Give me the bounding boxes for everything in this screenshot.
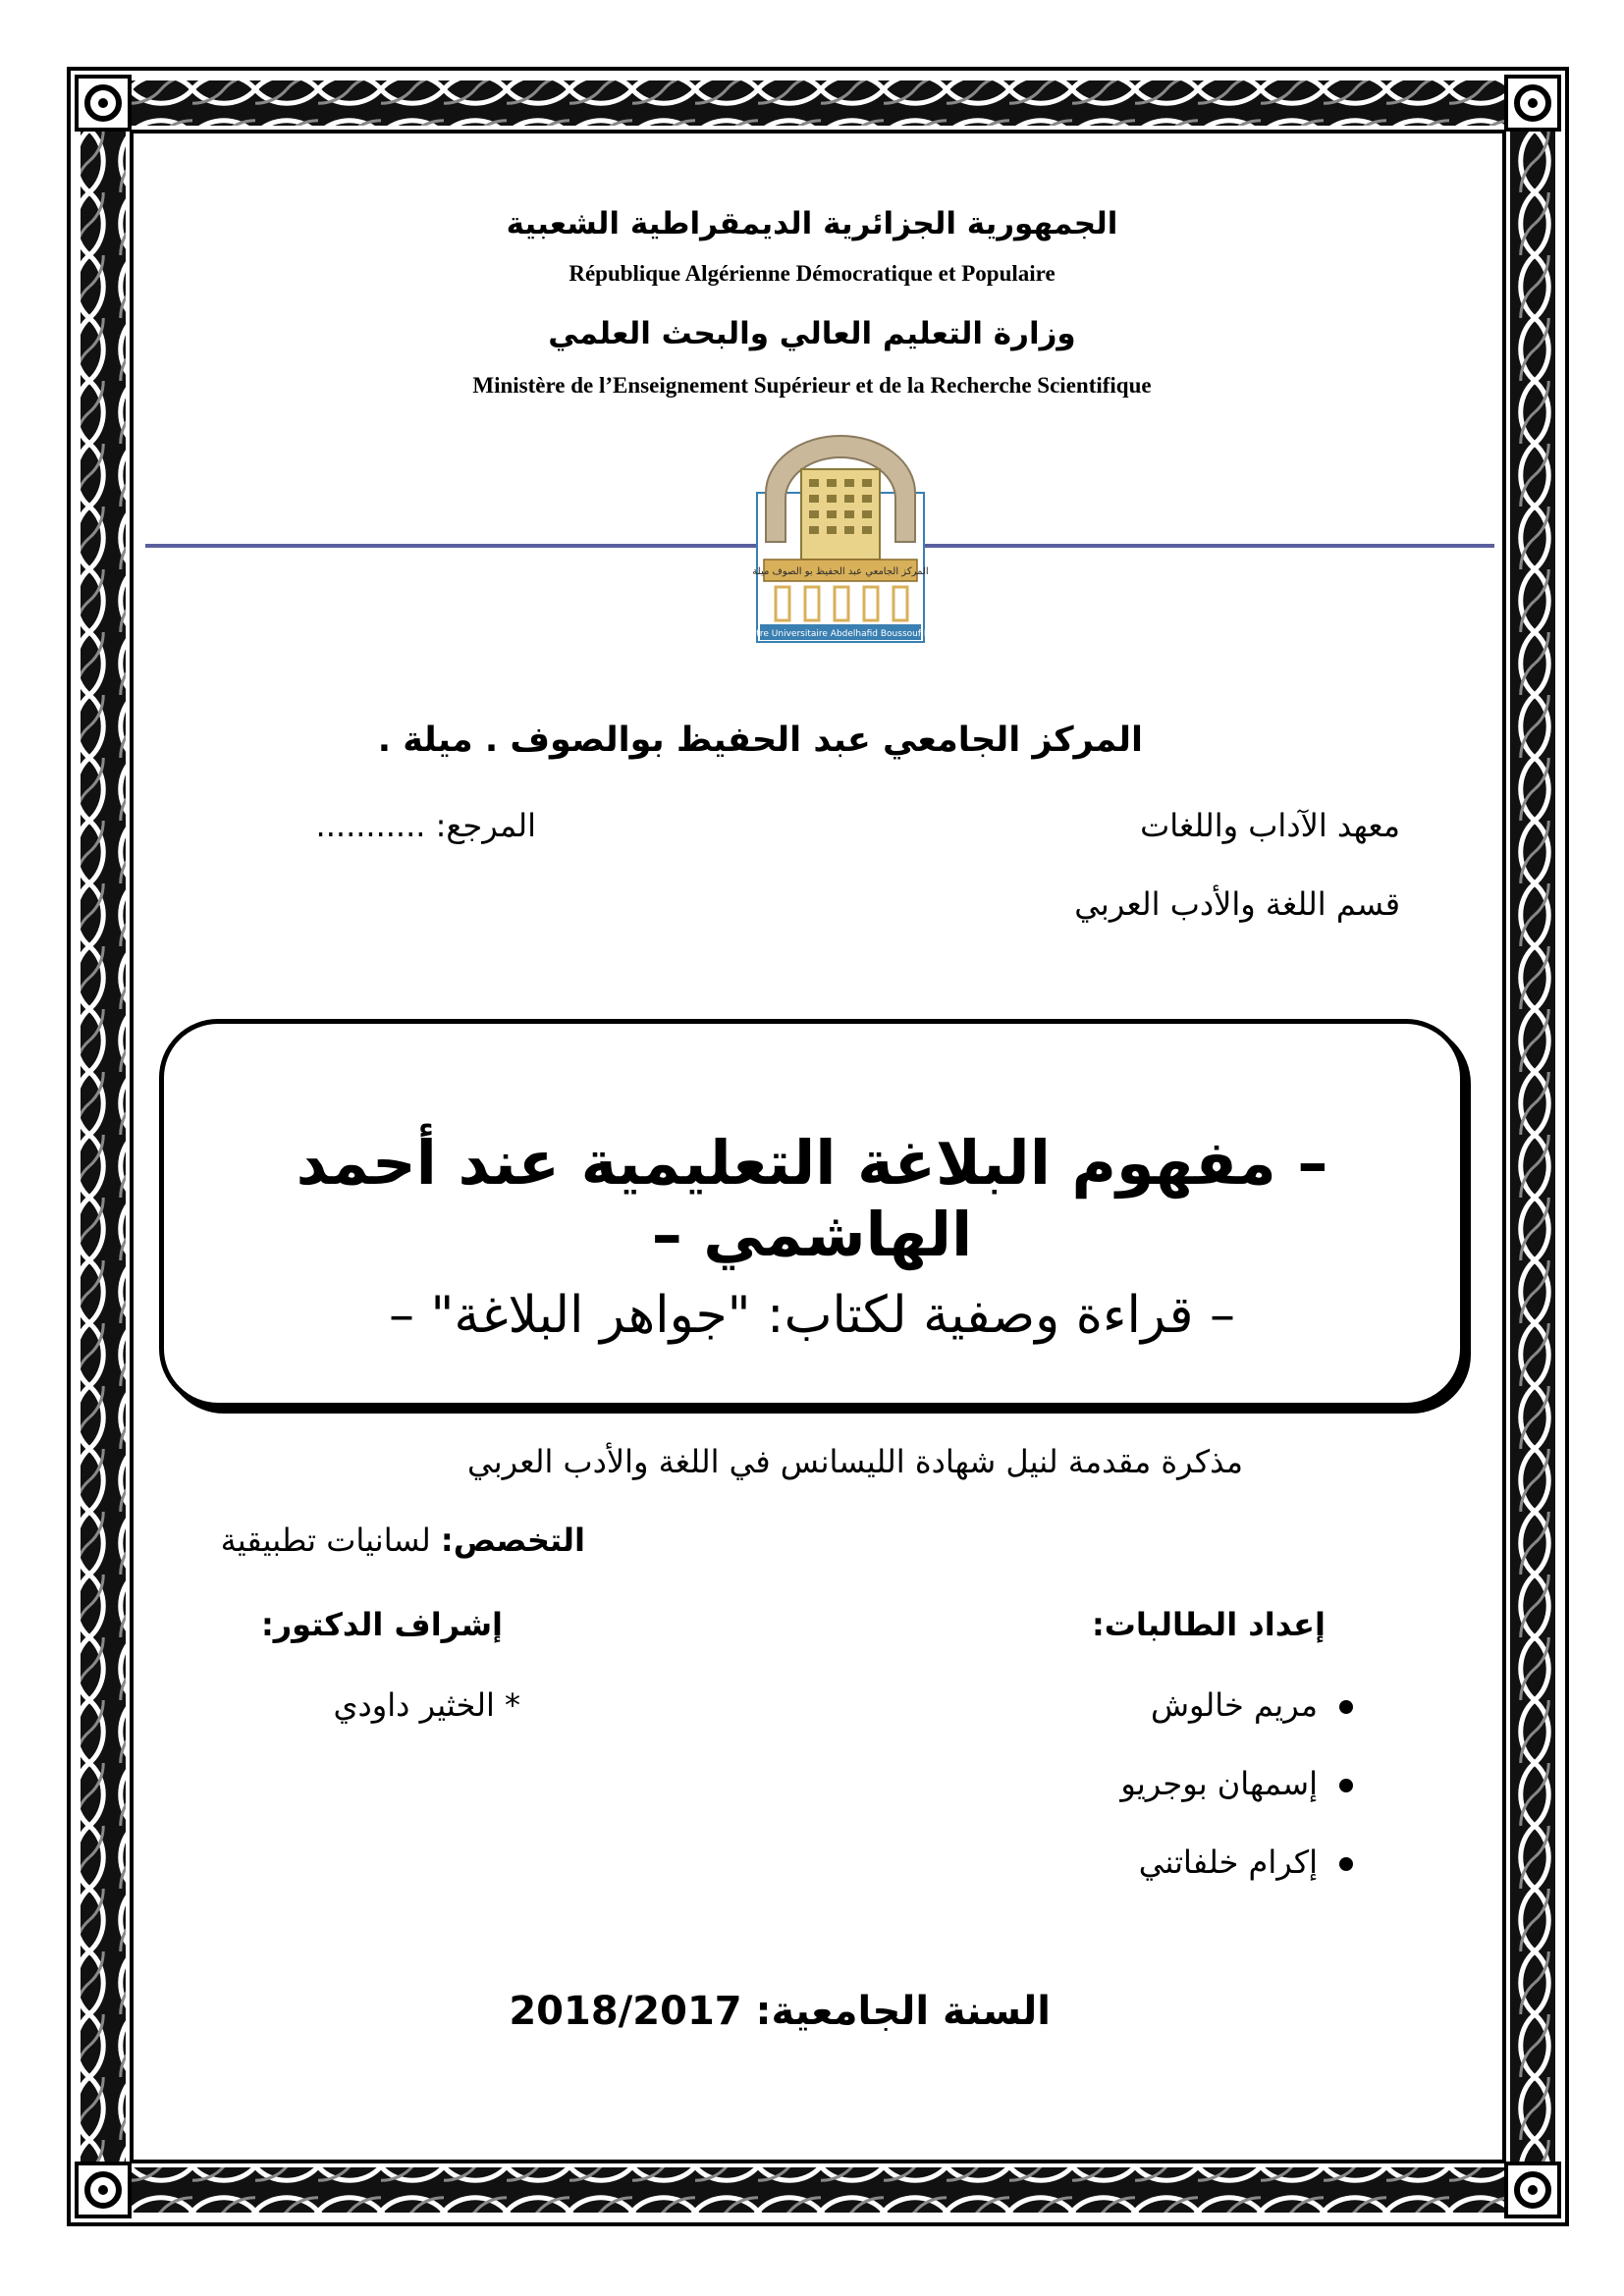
institute-name: معهد الآداب واللغات <box>1140 807 1400 844</box>
student-item <box>1120 1765 1353 1802</box>
student-item <box>1139 1843 1353 1881</box>
bullet-icon <box>1339 1857 1353 1871</box>
bullet-icon <box>1339 1700 1353 1714</box>
academic-year <box>509 1989 1051 2034</box>
student-item <box>1151 1686 1353 1724</box>
thesis-title: – مفهوم البلاغة التعليمية عند أحمد الهاشمي – <box>296 1127 1328 1270</box>
logo-caption: Centre Universitaire Abdelhafid Boussouf Mila <box>738 629 943 639</box>
center-name: المركز الجامعي عبد الحفيظ بوالصوف . ميلة . <box>377 721 1143 760</box>
republic-french: République Algérienne Démocratique et Populaire <box>568 261 1056 286</box>
student-name: مريم خالوش <box>1150 1686 1318 1724</box>
specialty <box>221 1522 585 1559</box>
university-logo <box>738 434 943 644</box>
specialty-label: التخصص: <box>440 1522 585 1559</box>
corner-ornament-bottom-left <box>77 2163 130 2216</box>
corner-ornament-bottom-right <box>1506 2163 1559 2216</box>
ministry-arabic: وزارة التعليم العالي والبحث العلمي <box>548 316 1076 351</box>
students-label: إعداد الطالبات: <box>1091 1606 1326 1643</box>
supervisor-label: إشراف الدكتور: <box>260 1606 503 1643</box>
republic-arabic: الجمهورية الجزائرية الديمقراطية الشعبية <box>506 206 1118 241</box>
thesis-subtitle: – قراءة وصفية لكتاب: "جواهر البلاغة" – <box>388 1286 1236 1345</box>
student-name: إكرام خلفاتني <box>1138 1843 1318 1881</box>
header-rule-left <box>145 544 758 548</box>
corner-ornament-top-left <box>77 77 130 130</box>
supervisor-name: * الخثير داودي <box>333 1686 520 1724</box>
student-name: إسمهان بوجريو <box>1120 1765 1318 1802</box>
academic-year-label: السنة الجامعية: <box>755 1989 1051 2034</box>
logo-inner-text: المركز الجامعي عبد الحفيظ بو الصوف ميلة <box>752 566 929 577</box>
reference-label: المرجع: ........... <box>315 807 536 844</box>
bullet-icon <box>1339 1779 1353 1792</box>
specialty-value: لسانيات تطبيقية <box>220 1522 431 1559</box>
department-name: قسم اللغة والأدب العربي <box>1074 885 1400 923</box>
memo-purpose: مذكرة مقدمة لنيل شهادة الليسانس في اللغة والأدب العربي <box>467 1443 1243 1480</box>
ministry-french: Ministère de l’Enseignement Supérieur et de la Recherche Scientifique <box>472 373 1152 398</box>
header-rule-right <box>923 544 1494 548</box>
academic-year-value: 2018/2017 <box>509 1989 742 2034</box>
corner-ornament-top-right <box>1506 77 1559 130</box>
